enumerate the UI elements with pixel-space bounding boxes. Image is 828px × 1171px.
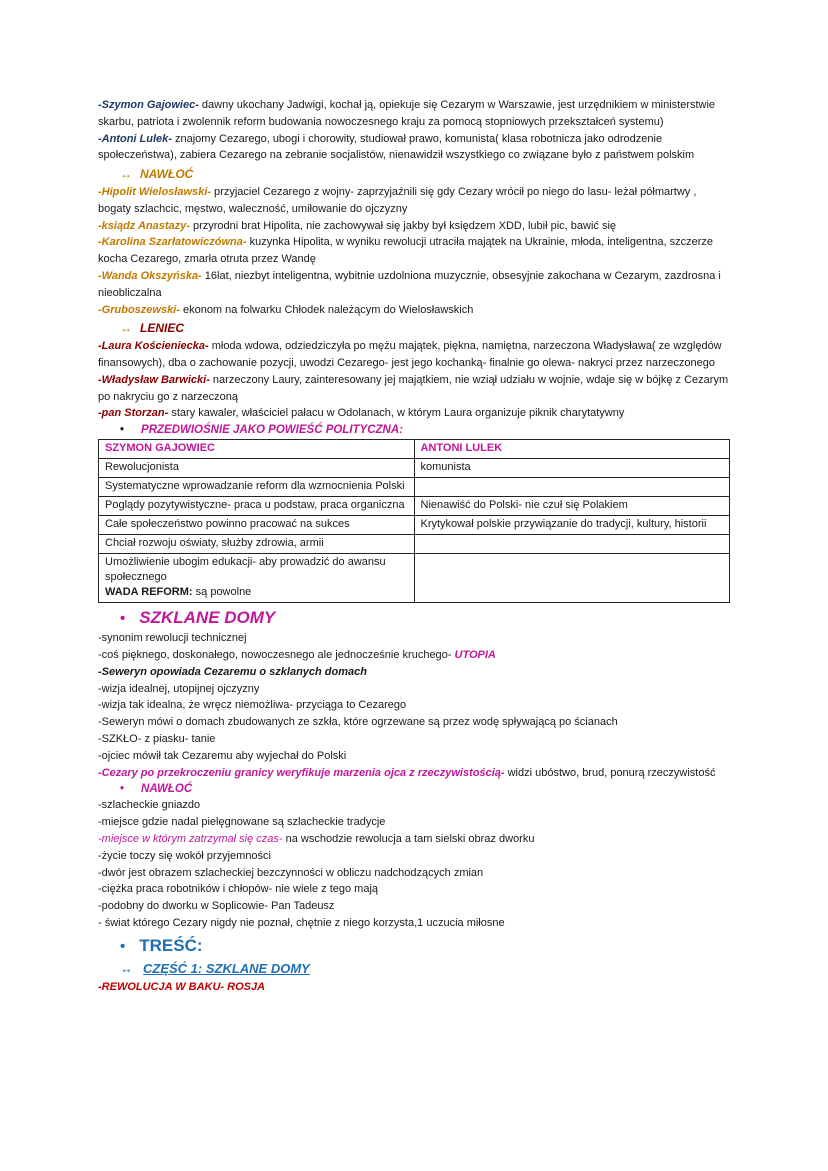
note-text: na wschodzie rewolucja a tam sielski obraz dworku: [282, 832, 535, 845]
section-heading-political: [98, 422, 730, 438]
section-heading-nawloc-2: [98, 781, 730, 797]
note-text: -coś pięknego, doskonałego, nowoczesnego ale jednocześnie kruchego-: [98, 648, 455, 661]
note-text: widzi ubóstwo, brud, ponurą rzeczywistość: [504, 766, 716, 779]
note-line: -życie toczy się wokół przyjemności: [98, 849, 271, 862]
note-line: - świat którego Cezary nigdy nie poznał, chętnie z niego korzysta,1 uczucia miłosne: [98, 916, 505, 929]
note-line: -ojciec mówił tak Cezaremu aby wyjechał do Polski: [98, 749, 347, 762]
character-entry: [98, 268, 730, 302]
character-name: -Hipolit Wielosławski-: [98, 185, 211, 198]
note-line: [98, 765, 730, 782]
character-description: dawny ukochany Jadwigi, kochał ją, opiekuje się Cezarym w Warszawie, jest urzędnikiem w ministerstwie skarbu, patriota i zwolennik reform budowania nowoczesnego kraju za pomocą stopniowych przekształceń systemu): [98, 99, 716, 128]
character-entry: [98, 302, 730, 319]
character-description: stary kawaler, właściciel pałacu w Odolanach, w którym Laura organizuje piknik charytatywny: [168, 407, 625, 420]
section-heading-tresc: [98, 934, 730, 959]
heading-label: NAWŁOĆ: [141, 783, 193, 796]
character-name: -Wanda Okszyńska-: [98, 269, 202, 282]
character-description: znajomy Cezarego, ubogi i chorowity, studiował prawo, komunista( klasa robotnicza jako odrodzenie społeczeństwa), zabiera Cezarego na zebranie socjalistów, nienawidził wszystkiego co związane było z państwem polskim: [98, 132, 695, 162]
table-cell: Chciał rozwoju oświaty, służby zdrowia, armii: [99, 535, 415, 554]
character-name: -Laura Kościeniecka-: [98, 340, 209, 353]
character-entry: [98, 338, 730, 372]
character-entry: [98, 184, 730, 218]
bullet-icon: •: [120, 424, 125, 437]
table-header: SZYMON GAJOWIEC: [99, 440, 415, 459]
heading-label: LENIEC: [140, 321, 185, 336]
comparison-table: [98, 439, 730, 603]
reform-flaw-label: WADA REFORM:: [105, 586, 193, 599]
character-name: -pan Storzan-: [98, 407, 169, 420]
bullet-icon: •: [120, 937, 126, 955]
bullet-icon: •: [120, 783, 125, 796]
table-cell: Krytykował polskie przywiązanie do tradycji, kultury, historii: [414, 516, 730, 535]
character-name: -Władysław Barwicki-: [98, 373, 210, 386]
reform-flaw-text: są powolne: [192, 586, 252, 599]
table-row: [99, 554, 730, 603]
character-entry: [98, 218, 730, 235]
section-heading-szklane-domy: [98, 607, 730, 630]
note-line: -ciężka praca robotników i chłopów- nie wiele z tego mają: [98, 883, 379, 896]
note-emphasis: -Cezary po przekroczeniu granicy weryfikuje marzenia ojca z rzeczywistością-: [98, 766, 505, 779]
document-page: [98, 97, 730, 995]
character-description: przyjaciel Cezarego z wojny- zaprzyjaźnili się gdy Cezary wrócił po niego do lasu- leżał półmartwy , bogaty szlachcic, męstwo, waleczność, umiłowanie do ojczyzny: [98, 185, 697, 215]
note-line: -szlacheckie gniazdo: [98, 799, 201, 812]
table-cell: Rewolucjonista: [99, 459, 415, 478]
character-entry: [98, 234, 730, 268]
table-row: [99, 516, 730, 535]
character-name: -Karolina Szarłatowiczówna-: [98, 236, 247, 249]
character-description: 16lat, niezbyt inteligentna, wybitnie uzdolniona muzycznie, obsesyjnie zakochana w Cezarym, zazdrosna i nieobliczalna: [98, 269, 721, 299]
table-cell: [414, 478, 730, 497]
heading-label: SZKLANE DOMY: [139, 608, 276, 628]
table-cell: Poglądy pozytywistyczne- praca u podstaw, praca organiczna: [99, 497, 415, 516]
subsection-heading-rewolucja: -REWOLUCJA W BAKU- ROSJA: [98, 980, 266, 993]
table-header: ANTONI LULEK: [414, 440, 730, 459]
section-heading-leniec: [98, 320, 730, 337]
character-description: przyrodni brat Hipolita, nie zachowywał się jakby był księdzem XDD, lubił pic, bawić się: [189, 219, 617, 232]
character-entry: [98, 131, 730, 165]
character-name: -Szymon Gajowiec-: [98, 99, 199, 111]
character-entry: [98, 372, 730, 406]
table-header-row: [99, 440, 730, 459]
character-name: -Antoni Lulek-: [98, 132, 172, 145]
note-line: -podobny do dworku w Soplicowie- Pan Tadeusz: [98, 900, 335, 913]
heading-label: NAWŁOĆ: [140, 167, 194, 182]
character-description: narzeczony Laury, zainteresowany jej majątkiem, nie wziął udziału w wojnie, wdaje się w bójkę z Cezarym po nakryciu go z narzeczoną: [98, 373, 729, 403]
cell-text: Umożliwienie ubogim edukacji- aby prowadzić do awansu społecznego: [105, 556, 386, 584]
note-line: -miejsce gdzie nadal pielęgnowane są szlacheckie tradycje: [98, 816, 386, 829]
note-line: [98, 647, 730, 664]
table-row: [99, 497, 730, 516]
note-line: -wizja idealnej, utopijnej ojczyzny: [98, 682, 260, 695]
double-arrow-icon: ↔: [120, 167, 132, 182]
section-heading-nawloc: [98, 166, 730, 183]
character-entry: [98, 97, 730, 131]
character-description: kuzynka Hipolita, w wyniku rewolucji utraciła majątek na Ukrainie, młoda, inteligentna, szczerze kocha Cezarego, zmarła otruta przez Wandę: [98, 236, 714, 266]
note-emphasis: -miejsce w którym zatrzymał się czas-: [98, 832, 283, 845]
subsection-heading-czesc-1: [98, 959, 730, 979]
table-cell: [414, 535, 730, 554]
character-name: -Gruboszewski-: [98, 303, 180, 316]
character-description: młoda wdowa, odziedziczyła po mężu majątek, piękna, namiętna, narzeczona Władysława( ze względów finansowych), dba o zachowanie pozycji, uwodzi Cezarego- jest jego kochanką- finalnie go olewa- nakryci przez narzeczonego: [98, 340, 722, 369]
note-line: -wizja tak idealna, że wręcz niemożliwa- przyciąga to Cezarego: [98, 699, 407, 712]
table-cell: Systematyczne wprowadzanie reform dla wzmocnienia Polski: [99, 478, 415, 497]
heading-label: TREŚĆ:: [139, 935, 203, 955]
table-cell: Nienawiść do Polski- nie czuł się Polakiem: [414, 497, 730, 516]
note-line: -synonim rewolucji technicznej: [98, 632, 247, 645]
character-entry: [98, 405, 730, 422]
table-row: [99, 478, 730, 497]
table-cell: komunista: [414, 459, 730, 478]
note-line: -SZKŁO- z piasku- tanie: [98, 732, 216, 745]
heading-label: PRZEDWIOŚNIE JAKO POWIEŚĆ POLITYCZNA:: [141, 424, 403, 437]
character-description: ekonom na folwarku Chłodek należącym do Wielosławskich: [179, 303, 474, 316]
table-cell: Całe społeczeństwo powinno pracować na sukces: [99, 516, 415, 535]
table-cell: [414, 554, 730, 603]
bullet-icon: •: [120, 610, 126, 628]
note-line: -Seweryn opowiada Cezaremu o szklanych domach: [98, 665, 367, 678]
table-row: [99, 459, 730, 478]
heading-label: CZĘŚĆ 1: SZKLANE DOMY: [143, 960, 310, 976]
character-name: -ksiądz Anastazy-: [98, 219, 190, 232]
double-arrow-icon: ↔: [120, 321, 132, 336]
note-line: [98, 831, 730, 848]
table-row: [99, 535, 730, 554]
note-line: -dwór jest obrazem szlacheckiej bezczynności w obliczu nadchodzących zmian: [98, 866, 484, 879]
double-arrow-icon: ↔: [120, 960, 133, 976]
note-line: -Seweryn mówi o domach zbudowanych ze szkła, które ogrzewane są przez wodę spływającą po ścianach: [98, 716, 618, 729]
note-emphasis: UTOPIA: [454, 648, 496, 661]
table-cell: [99, 554, 415, 603]
